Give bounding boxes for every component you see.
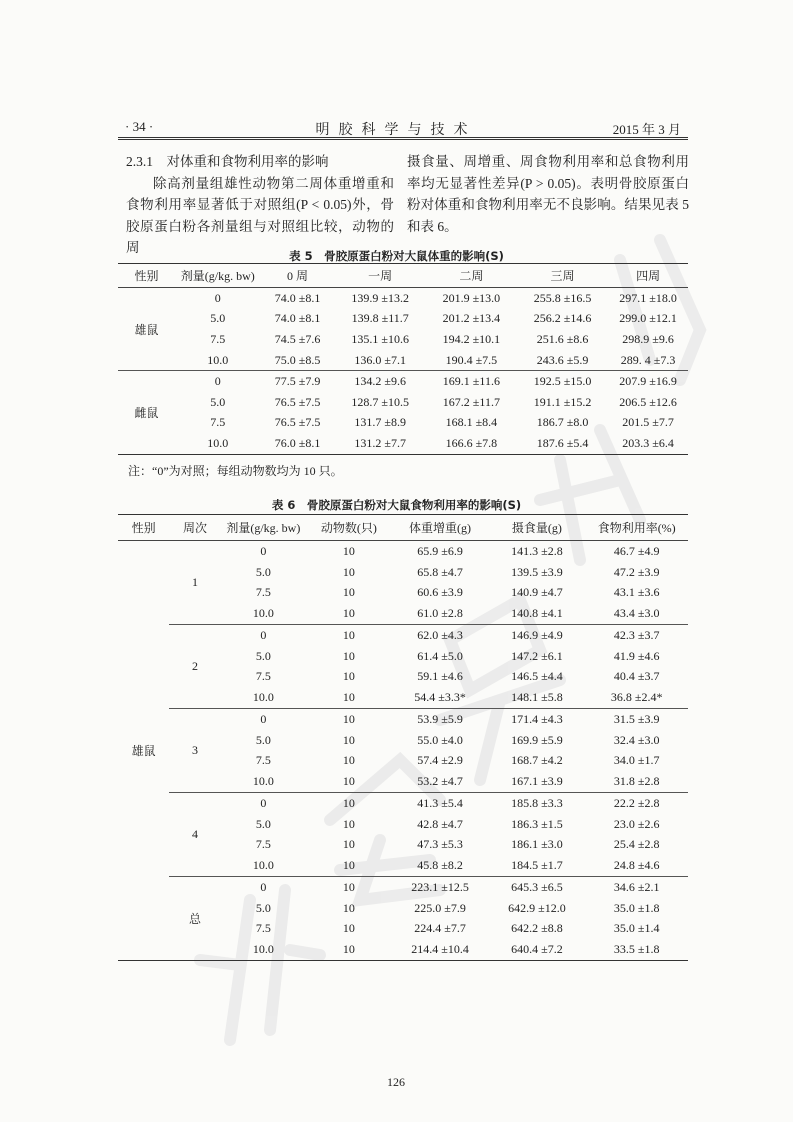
table-cell: 190.4 ±7.5	[445, 352, 498, 367]
table-cell: 645.3 ±6.5	[488, 877, 585, 898]
table-cell: 7.5	[255, 921, 271, 936]
table-cell: 214.4 ±10.4	[411, 942, 469, 957]
table-cell: 243.6 ±5.9	[536, 352, 589, 367]
table-cell: 203.3 ±6.4	[622, 435, 674, 450]
table-cell: 32.4 ±3.0	[613, 732, 660, 747]
table-cell: 186.7 ±8.0	[536, 415, 589, 430]
table5-caption: 表 5 骨胶原蛋白粉对大鼠体重的影响(S)	[289, 249, 504, 263]
table-cell: 7.5	[255, 669, 271, 684]
table-cell: 5.0	[255, 732, 271, 747]
table-cell: 43.4 ±3.0	[613, 606, 660, 621]
week-cell: 总	[169, 877, 220, 961]
table-cell: 10	[342, 774, 355, 789]
table-cell: 57.4 ±2.9	[417, 753, 463, 768]
table-cell: 35.0 ±1.4	[613, 921, 660, 936]
table-cell: 206.5 ±12.6	[619, 394, 677, 409]
table-cell: 23.0 ±2.6	[613, 816, 660, 831]
table-cell: 10	[342, 585, 355, 600]
table-cell: 10.0	[207, 352, 229, 367]
table-cell: 5.0	[210, 311, 226, 326]
table-cell: 7.5	[255, 585, 271, 600]
table-cell: 5.0	[210, 394, 226, 409]
table-cell: 10	[342, 606, 355, 621]
table-cell: 34.0 ±1.7	[613, 753, 660, 768]
table-cell: 184.5 ±1.7	[511, 858, 563, 873]
table-cell: 10	[342, 648, 355, 663]
table-cell: 141.3 ±2.8	[511, 543, 563, 558]
column-header: 剂量(g/kg. bw)	[175, 264, 261, 288]
table-cell: 10	[342, 900, 355, 915]
page-number: 126	[387, 1075, 405, 1089]
table-cell: 10	[342, 816, 355, 831]
table-cell: 7.5	[255, 837, 271, 852]
table-cell: 10.0	[252, 858, 274, 873]
table-cell: 10.0	[252, 942, 274, 957]
table-cell: 192.5 ±15.0	[517, 371, 608, 392]
table-cell: 47.2 ±3.9	[613, 564, 660, 579]
table-cell: 224.4 ±7.7	[414, 921, 466, 936]
table-cell: 47.3 ±5.3	[417, 837, 463, 852]
table6	[118, 514, 688, 961]
table-cell: 10	[342, 732, 355, 747]
table-cell: 166.6 ±7.8	[445, 435, 498, 450]
sex-cell: 雌鼠	[118, 371, 175, 454]
table-row	[118, 329, 688, 350]
table-cell: 10	[306, 793, 392, 814]
table-cell: 10	[306, 625, 392, 646]
table-cell: 53.9 ±5.9	[392, 709, 489, 730]
table-cell: 10	[342, 543, 355, 558]
table-cell: 256.2 ±14.6	[533, 311, 592, 326]
table-cell: 53.2 ±4.7	[417, 774, 463, 789]
table-cell: 147.2 ±6.1	[511, 648, 563, 663]
week-cell: 1	[191, 575, 198, 589]
table-cell: 60.6 ±3.9	[417, 585, 463, 600]
table-cell: 74.0 ±8.1	[274, 290, 321, 305]
table-cell: 7.5	[210, 415, 226, 430]
table5-note: 注：“0”为对照；每组动物数均为 10 只。	[128, 464, 343, 478]
table-cell: 642.2 ±8.8	[511, 921, 563, 936]
table-cell: 10	[342, 858, 355, 873]
table-cell: 61.0 ±2.8	[417, 606, 463, 621]
table-cell: 59.1 ±4.6	[417, 669, 463, 684]
table-cell: 131.2 ±7.7	[354, 435, 406, 450]
week-cell: 3	[169, 709, 220, 793]
table-cell: 251.6 ±8.6	[536, 331, 589, 346]
table-row	[118, 793, 688, 814]
table-cell: 134.2 ±9.6	[335, 371, 426, 392]
table-cell: 5.0	[255, 816, 271, 831]
table-cell: 77.5 ±7.9	[261, 371, 335, 392]
table-cell: 171.4 ±4.3	[488, 709, 585, 730]
text-column-right: 摄食量、周增重、周食物利用率和总食物利用率均无显著性差异(P > 0.05)。表明骨胶原蛋白粉对体重和食物利用率无不良影响。结果见表 5 和表 6。	[407, 154, 689, 234]
table-cell: 10.0	[252, 774, 274, 789]
table-row	[118, 350, 688, 371]
table-cell: 43.1 ±3.6	[613, 585, 660, 600]
table-cell: 186.3 ±1.5	[511, 816, 563, 831]
column-header: 动物数(只)	[306, 515, 392, 541]
table-cell: 194.2 ±10.1	[442, 331, 501, 346]
table-cell: 10	[342, 942, 355, 957]
sex-cell: 雄鼠	[134, 322, 159, 337]
column-header: 0 周	[261, 264, 335, 288]
table-cell: 187.6 ±5.4	[536, 435, 589, 450]
table-cell: 0	[260, 543, 267, 558]
table-cell: 76.0 ±8.1	[274, 435, 321, 450]
page-label: · 34 ·	[125, 119, 154, 134]
table-cell: 10	[342, 669, 355, 684]
column-header: 性别	[118, 515, 169, 541]
issue-date: 2015 年 3 月	[612, 122, 681, 137]
table-cell: 146.9 ±4.9	[488, 625, 585, 646]
table-cell: 10.0	[252, 606, 274, 621]
table-cell: 140.8 ±4.1	[511, 606, 563, 621]
table-cell: 169.1 ±11.6	[426, 371, 517, 392]
table-cell: 31.8 ±2.8	[613, 774, 660, 789]
table-cell: 185.8 ±3.3	[488, 793, 585, 814]
table-cell: 255.8 ±16.5	[533, 290, 592, 305]
table-cell: 0	[175, 371, 261, 392]
table-cell: 225.0 ±7.9	[414, 900, 466, 915]
table-cell: 10	[342, 753, 355, 768]
table-cell: 10	[342, 837, 355, 852]
table-cell: 640.4 ±7.2	[511, 942, 563, 957]
table-cell: 167.2 ±11.7	[442, 394, 500, 409]
paragraph: 除高剂量组雄性动物第二周体重增重和食物利用率显著低于对照组(P < 0.05)外，骨胶原蛋白粉各剂量组与对照组比较，动物的周	[126, 175, 394, 255]
table-cell: 131.7 ±8.9	[354, 415, 406, 430]
table-row	[118, 309, 688, 330]
week-cell: 4	[169, 793, 220, 877]
table-row	[118, 433, 688, 454]
table-cell: 62.0 ±4.3	[392, 625, 489, 646]
table-cell: 169.9 ±5.9	[511, 732, 563, 747]
table5	[118, 263, 688, 455]
column-header: 性别	[118, 264, 175, 288]
table-cell: 10	[342, 564, 355, 579]
table-cell: 74.0 ±8.1	[274, 311, 321, 326]
table-cell: 168.7 ±4.2	[511, 753, 563, 768]
table-cell: 10	[306, 709, 392, 730]
table-cell: 40.4 ±3.7	[613, 669, 660, 684]
table-cell: 10	[306, 877, 392, 898]
table-row	[118, 371, 688, 392]
table-cell: 65.8 ±4.7	[417, 564, 463, 579]
table-cell: 42.3 ±3.7	[585, 625, 688, 646]
table-cell: 201.5 ±7.7	[622, 415, 674, 430]
table-cell: 10.0	[252, 690, 274, 705]
table-cell: 45.8 ±8.2	[417, 858, 463, 873]
journal-title: 明胶科学与技术	[315, 123, 477, 138]
table-cell: 168.1 ±8.4	[445, 415, 498, 430]
table-cell: 10.0	[207, 435, 229, 450]
table-cell: 139.5 ±3.9	[511, 564, 563, 579]
table-cell: 201.2 ±13.4	[442, 311, 501, 326]
table-cell: 298.9 ±9.6	[622, 331, 674, 346]
text-column-left	[126, 151, 394, 259]
table-row	[118, 392, 688, 413]
table-cell: 5.0	[255, 900, 271, 915]
table-cell: 135.1 ±10.6	[351, 331, 409, 346]
table-cell: 297.1 ±18.0	[619, 290, 677, 305]
column-header: 摄食量(g)	[488, 515, 585, 541]
table-cell: 10	[342, 690, 355, 705]
table-cell: 139.9 ±13.2	[351, 290, 409, 305]
table-cell: 0	[221, 877, 307, 898]
table-cell: 289. 4 ±7.3	[620, 352, 676, 367]
table-cell: 24.8 ±4.6	[613, 858, 660, 873]
table6-caption: 表 6 骨胶原蛋白粉对大鼠食物利用率的影响(S)	[271, 498, 522, 512]
table-cell: 0	[221, 625, 307, 646]
table-cell: 36.8 ±2.4*	[610, 690, 663, 705]
column-header: 食物利用率(%)	[585, 515, 688, 541]
table-cell: 46.7 ±4.9	[613, 543, 660, 558]
column-header: 体重增重(g)	[392, 515, 489, 541]
table-cell: 61.4 ±5.0	[417, 648, 463, 663]
table-cell: 128.7 ±10.5	[351, 394, 409, 409]
table-cell: 136.0 ±7.1	[354, 352, 406, 367]
table-row	[118, 288, 688, 309]
table-cell: 148.1 ±5.8	[511, 690, 563, 705]
table-cell: 54.4 ±3.3*	[414, 690, 466, 705]
table-row	[118, 877, 688, 898]
table-cell: 41.3 ±5.4	[392, 793, 489, 814]
column-header: 一周	[335, 264, 426, 288]
table-cell: 34.6 ±2.1	[585, 877, 688, 898]
table-cell: 642.9 ±12.0	[508, 900, 566, 915]
table-cell: 41.9 ±4.6	[613, 648, 660, 663]
table-cell: 299.0 ±12.1	[619, 311, 677, 326]
table-cell: 42.8 ±4.7	[417, 816, 463, 831]
table-cell: 191.1 ±15.2	[533, 394, 592, 409]
table-cell: 35.0 ±1.8	[613, 900, 660, 915]
column-header: 二周	[426, 264, 517, 288]
table-cell: 5.0	[255, 648, 271, 663]
table-cell: 186.1 ±3.0	[511, 837, 563, 852]
column-header: 剂量(g/kg. bw)	[221, 515, 307, 541]
table-cell: 146.5 ±4.4	[511, 669, 563, 684]
table-cell: 223.1 ±12.5	[392, 877, 489, 898]
sex-cell: 雄鼠	[131, 744, 156, 758]
table-cell: 139.8 ±11.7	[351, 311, 409, 326]
table-cell: 76.5 ±7.5	[274, 415, 321, 430]
table-cell: 5.0	[255, 564, 271, 579]
table-cell: 74.5 ±7.6	[274, 331, 321, 346]
table-cell: 25.4 ±2.8	[613, 837, 660, 852]
table-row	[118, 541, 688, 562]
column-header: 三周	[517, 264, 608, 288]
table-cell: 0	[221, 793, 307, 814]
table-cell: 140.9 ±4.7	[511, 585, 563, 600]
table-cell: 55.0 ±4.0	[417, 732, 463, 747]
table-cell: 0	[214, 290, 221, 305]
table-cell: 76.5 ±7.5	[274, 394, 321, 409]
table-row	[118, 413, 688, 434]
table-cell: 7.5	[255, 753, 271, 768]
table-cell: 7.5	[210, 331, 226, 346]
column-header: 周次	[169, 515, 220, 541]
table-cell: 65.9 ±6.9	[417, 543, 463, 558]
table-row	[118, 625, 688, 646]
table-cell: 201.9 ±13.0	[442, 290, 501, 305]
header-rule	[118, 137, 688, 140]
table-cell: 10	[342, 921, 355, 936]
table-cell: 33.5 ±1.8	[613, 942, 660, 957]
table-cell: 207.9 ±16.9	[608, 371, 688, 392]
table-cell: 75.0 ±8.5	[274, 352, 321, 367]
column-header: 四周	[608, 264, 688, 288]
table-cell: 31.5 ±3.9	[585, 709, 688, 730]
table-cell: 0	[221, 709, 307, 730]
table-cell: 167.1 ±3.9	[511, 774, 563, 789]
section-heading: 2.3.1 对体重和食物利用率的影响	[126, 154, 329, 169]
table-row	[118, 709, 688, 730]
table-cell: 22.2 ±2.8	[585, 793, 688, 814]
week-cell: 2	[169, 625, 220, 709]
